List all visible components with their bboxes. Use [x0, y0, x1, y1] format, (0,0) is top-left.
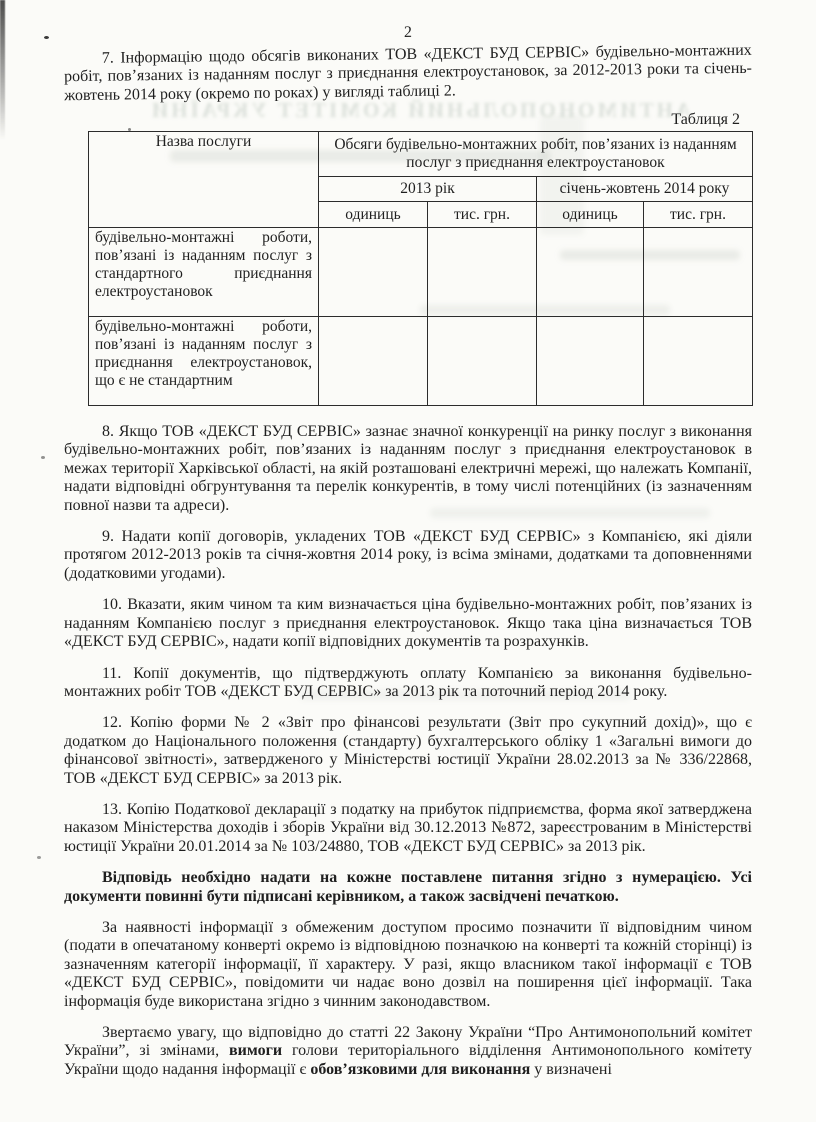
table-row-label: будівельно-монтажні роботи, пов’язані із наданням послуг з стандартного приєднання електроустановок	[89, 228, 319, 317]
paragraph-restricted-info: За наявності інформації з обмеженим доступом просимо позначити її відповідним чином (подати в опечатаному конверті окремо із відповідною позначкою на конверті та кожній сторінці) із зазначенням категорії інформації, її характеру. У разі, якщо власником такої інформації є ТОВ «ДЕКСТ БУД СЕРВІС», повідомити чи надає воно дозвіл на поширення цієї інформації. Така інформація буде використана згідно з чинним законодавством.	[64, 918, 752, 1010]
paragraph-12: 12. Копію форми № 2 «Звіт про фінансові результати (Звіт про сукупний дохід)», що є додатком до Національного положення (стандарту) бухгалтерського обліку 1 «Загальні вимоги до фінансової звітності», затвердженого у Міністерстві юстиції України 28.02.2013 за № 336/22868, ТОВ «ДЕКСТ БУД СЕРВІС» за 2013 рік.	[64, 714, 752, 787]
table-header-thousand-uah-1: тис. грн.	[428, 202, 537, 228]
scan-speck	[41, 456, 45, 459]
table-row-standard-connection	[89, 228, 753, 317]
table-cell-empty	[319, 228, 428, 317]
table-header-volumes-group: Обсяги будівельно-монтажних робіт, пов’язаних із наданням послуг з приєднання електроустановок	[319, 132, 753, 177]
table-header-units-1: одиниць	[319, 202, 428, 228]
table-header-thousand-uah-2: тис. грн.	[644, 202, 753, 228]
table-cell-empty	[644, 317, 753, 406]
paragraph-13: 13. Копію Податкової декларації з податку на прибуток підприємства, форма якої затверджена наказом Міністерства доходів і зборів України від 30.12.2013 №872, зареєстрованим в Міністерстві юстиції України 20.01.2014 за № 103/24880, ТОВ «ДЕКСТ БУД СЕРВІС» за 2013 рік.	[64, 800, 752, 855]
table-caption: Таблиця 2	[671, 110, 740, 128]
paragraph-answer-requirement: Відповідь необхідно надати на кожне поставлене питання згідно з нумерацією. Усі документи повинні бути підписані керівником, а також засвідчені печаткою.	[64, 869, 752, 905]
table-cell-empty	[428, 317, 537, 406]
document-body	[64, 24, 752, 1079]
table-header-2014: січень-жовтень 2014 року	[537, 177, 753, 202]
paragraph-10: 10. Вказати, яким чином та ким визначається ціна будівельно-монтажних робіт, пов’язаних із наданням Компанією послуг з приєднання електроустановок. Якщо така ціна визначається ТОВ «ДЕКСТ БУД СЕРВІС», надати копії відповідних документів та розрахунків.	[64, 596, 752, 651]
paragraph-9: 9. Надати копії договорів, укладених ТОВ «ДЕКСТ БУД СЕРВІС» з Компанією, які діяли протягом 2012-2013 років та січня-жовтня 2014 року, із всіма змінами, додатками та доповненнями (додатковими угодами).	[64, 528, 752, 582]
paragraph-7: 7. Інформацію щодо обсягів виконаних ТОВ «ДЕКСТ БУД СЕРВІС» будівельно-монтажних робіт, пов’язаних із наданням послуг з приєднання електроустановок, за 2012-2013 роки та січень-жовтень 2014 року (окремо по роках) у вигляді таблиці 2.	[63, 42, 753, 105]
table-header-2013: 2013 рік	[319, 177, 537, 202]
table-cell-empty	[319, 317, 428, 406]
table-2	[88, 131, 753, 406]
table-row-label: будівельно-монтажні роботи, пов’язані із наданням послуг з приєднання електроустановок, що є не стандартним	[89, 317, 319, 406]
table-cell-empty	[537, 317, 644, 406]
table-row-nonstandard-connection	[89, 317, 753, 406]
bleed-through-text: АНТИМОНОПОЛЬНИЙ КОМІТЕТ УКРАЇНИ	[148, 98, 692, 122]
table-header-service-name: Назва послуги	[89, 132, 319, 228]
table-cell-empty	[644, 228, 753, 317]
scan-speck	[37, 856, 41, 859]
table-cell-empty	[537, 228, 644, 317]
scan-speck	[44, 36, 49, 39]
paragraph-attention-legal: Звертаємо увагу, що відповідно до статті 22 Закону України “Про Антимонопольний комітет України”, зі змінами, вимоги голови територіального відділення Антимонопольного комітету України щодо надання інформації є обов’язковими для виконання у визначені	[64, 1024, 752, 1078]
paragraph-11: 11. Копії документів, що підтверджують оплату Компанією за виконання будівельно-монтажних робіт ТОВ «ДЕКСТ БУД СЕРВІС» за 2013 рік та поточний період 2014 року.	[64, 664, 752, 700]
page-number: 2	[403, 23, 413, 42]
paragraph-8: 8. Якщо ТОВ «ДЕКСТ БУД СЕРВІС» зазнає значної конкуренції на ринку послуг з виконання будівельно-монтажних робіт, пов’язаних із наданням послуг з приєднання електроустановок в межах території Харківської області, на якій розташовані електричні мережі, що належать Компанії, надати відповідні обгрунтування та перелік конкурентів, в тому числі потенційних (із зазначенням повної назви та адреси).	[64, 423, 752, 514]
table-cell-empty	[428, 228, 537, 317]
scan-edge-shadow	[0, 0, 5, 140]
table-header-units-2: одиниць	[537, 202, 644, 228]
